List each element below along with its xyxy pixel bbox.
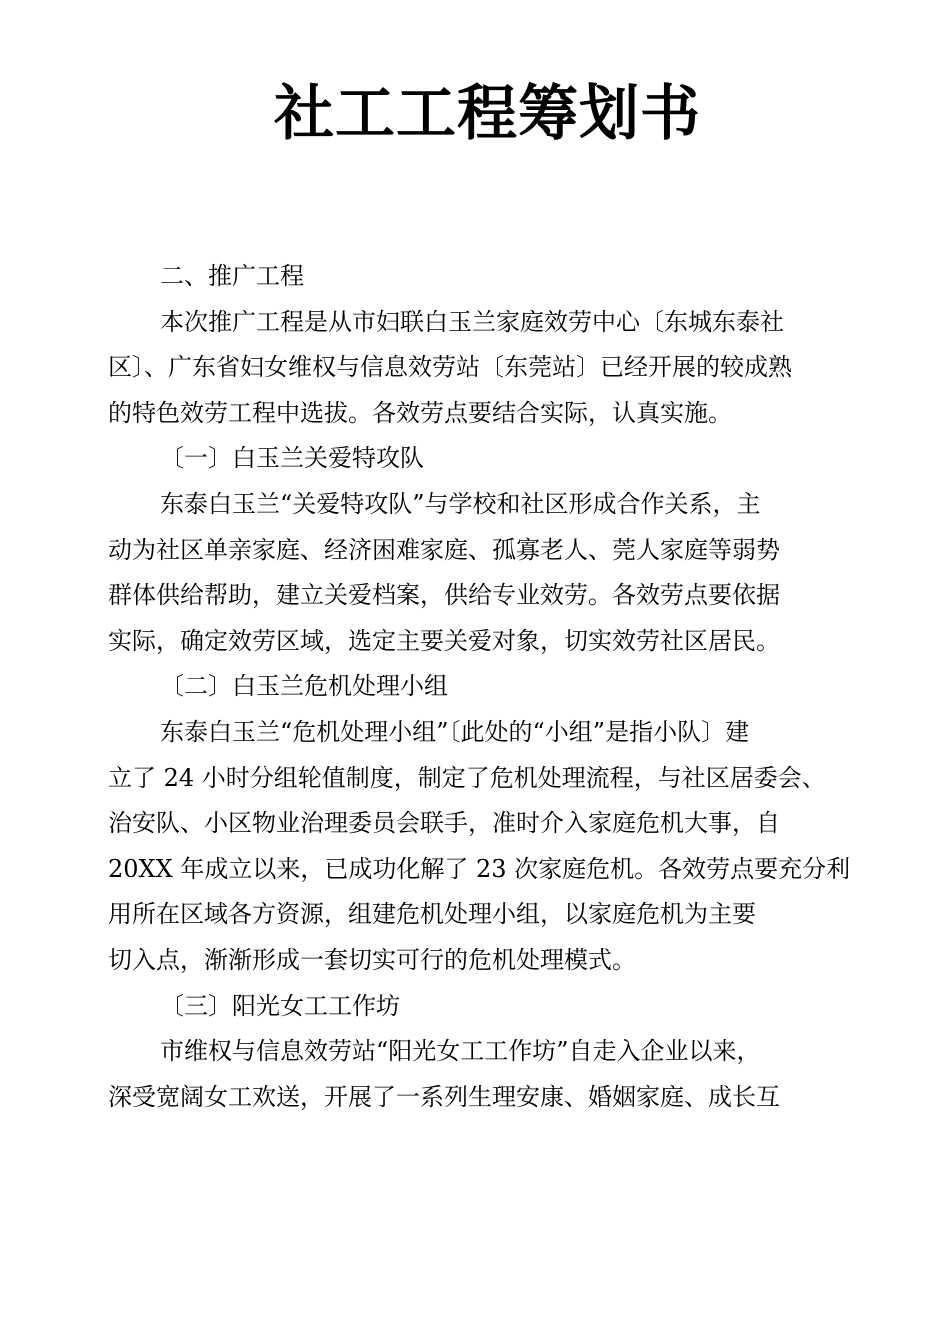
paragraph-line: 东泰白玉兰“关爱特攻队”与学校和社区形成合作关系，主 (160, 489, 761, 518)
document-title: 社工工程筹划书 (274, 79, 701, 149)
subsection-heading-crisis-group: 〔二〕白玉兰危机处理小组 (160, 672, 448, 701)
subsection-heading-sunshine-workshop: 〔三〕阳光女工工作坊 (160, 991, 400, 1020)
paragraph-line: 东泰白玉兰“危机处理小组”〔此处的“小组”是指小队〕建 (160, 717, 750, 746)
paragraph-line: 区〕、广东省妇女维权与信息效劳站〔东莞站〕已经开展的较成熟 (108, 353, 792, 382)
paragraph-line: 用所在区域各方资源，组建危机处理小组，以家庭危机为主要 (108, 900, 756, 929)
paragraph-line: 动为社区单亲家庭、经济困难家庭、孤寡老人、莞人家庭等弱势 (108, 535, 780, 564)
paragraph-line: 的特色效劳工程中选拔。各效劳点要结合实际，认真实施。 (108, 398, 732, 427)
paragraph-line: 群体供给帮助，建立关爱档案，供给专业效劳。各效劳点要依据 (108, 581, 780, 610)
paragraph-line: 深受宽阔女工欢送，开展了一系列生理安康、婚姻家庭、成长互 (108, 1082, 780, 1111)
paragraph-line: 市维权与信息效劳站“阳光女工工作坊”自走入企业以来， (160, 1037, 761, 1066)
paragraph-line: 实际，确定效劳区域，选定主要关爱对象，切实效劳社区居民。 (108, 626, 780, 655)
paragraph-line: 治安队、小区物业治理委员会联手，准时介入家庭危机大事，自 (108, 809, 780, 838)
document-body (108, 254, 868, 1120)
paragraph-line: 本次推广工程是从市妇联白玉兰家庭效劳中心〔东城东泰社 (160, 307, 784, 336)
subsection-heading-care-team: 〔一〕白玉兰关爱特攻队 (160, 444, 424, 473)
paragraph-line: 20XX 年成立以来，已成功化解了 23 次家庭危机。各效劳点要充分利 (108, 854, 851, 883)
paragraph-line: 立了 24 小时分组轮值制度，制定了危机处理流程，与社区居委会、 (108, 763, 826, 792)
paragraph-line: 切入点，渐渐形成一套切实可行的危机处理模式。 (108, 945, 636, 974)
section-heading-promotion: 二、推广工程 (160, 262, 304, 290)
